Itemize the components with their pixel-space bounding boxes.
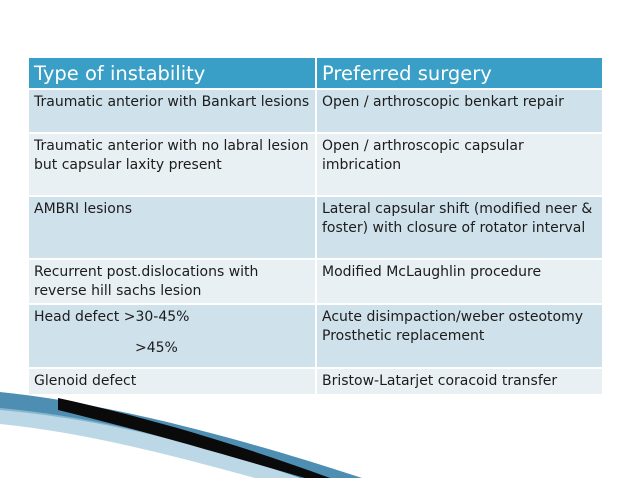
head-defect-label: Head defect >30-45% — [34, 309, 190, 325]
head-defect-sub-label: >45% — [135, 339, 178, 356]
cell-type: AMBRI lesions — [29, 196, 316, 259]
cell-type: Traumatic anterior with Bankart lesions — [29, 89, 316, 133]
cell-surgery: Bristow-Latarjet coracoid transfer — [316, 368, 602, 395]
cell-type: Recurrent post.dislocations with reverse hill sachs lesion — [29, 259, 316, 304]
header-surgery: Preferred surgery — [316, 58, 602, 89]
cell-surgery: Open / arthroscopic capsular imbrication — [316, 133, 602, 196]
head-defect-surgery-sub: Prosthetic replacement — [322, 327, 485, 344]
cell-type: Traumatic anterior with no labral lesion but capsular laxity present — [29, 133, 316, 196]
cell-surgery: Open / arthroscopic benkart repair — [316, 89, 602, 133]
cell-surgery: Lateral capsular shift (modified neer & foster) with closure of rotator interval — [316, 196, 602, 259]
cell-surgery: Modified McLaughlin procedure — [316, 259, 602, 304]
cell-type: Glenoid defect — [29, 368, 316, 395]
head-defect-surgery: Acute disimpaction/weber osteotomy — [322, 309, 584, 325]
header-type: Type of instability — [29, 58, 316, 89]
